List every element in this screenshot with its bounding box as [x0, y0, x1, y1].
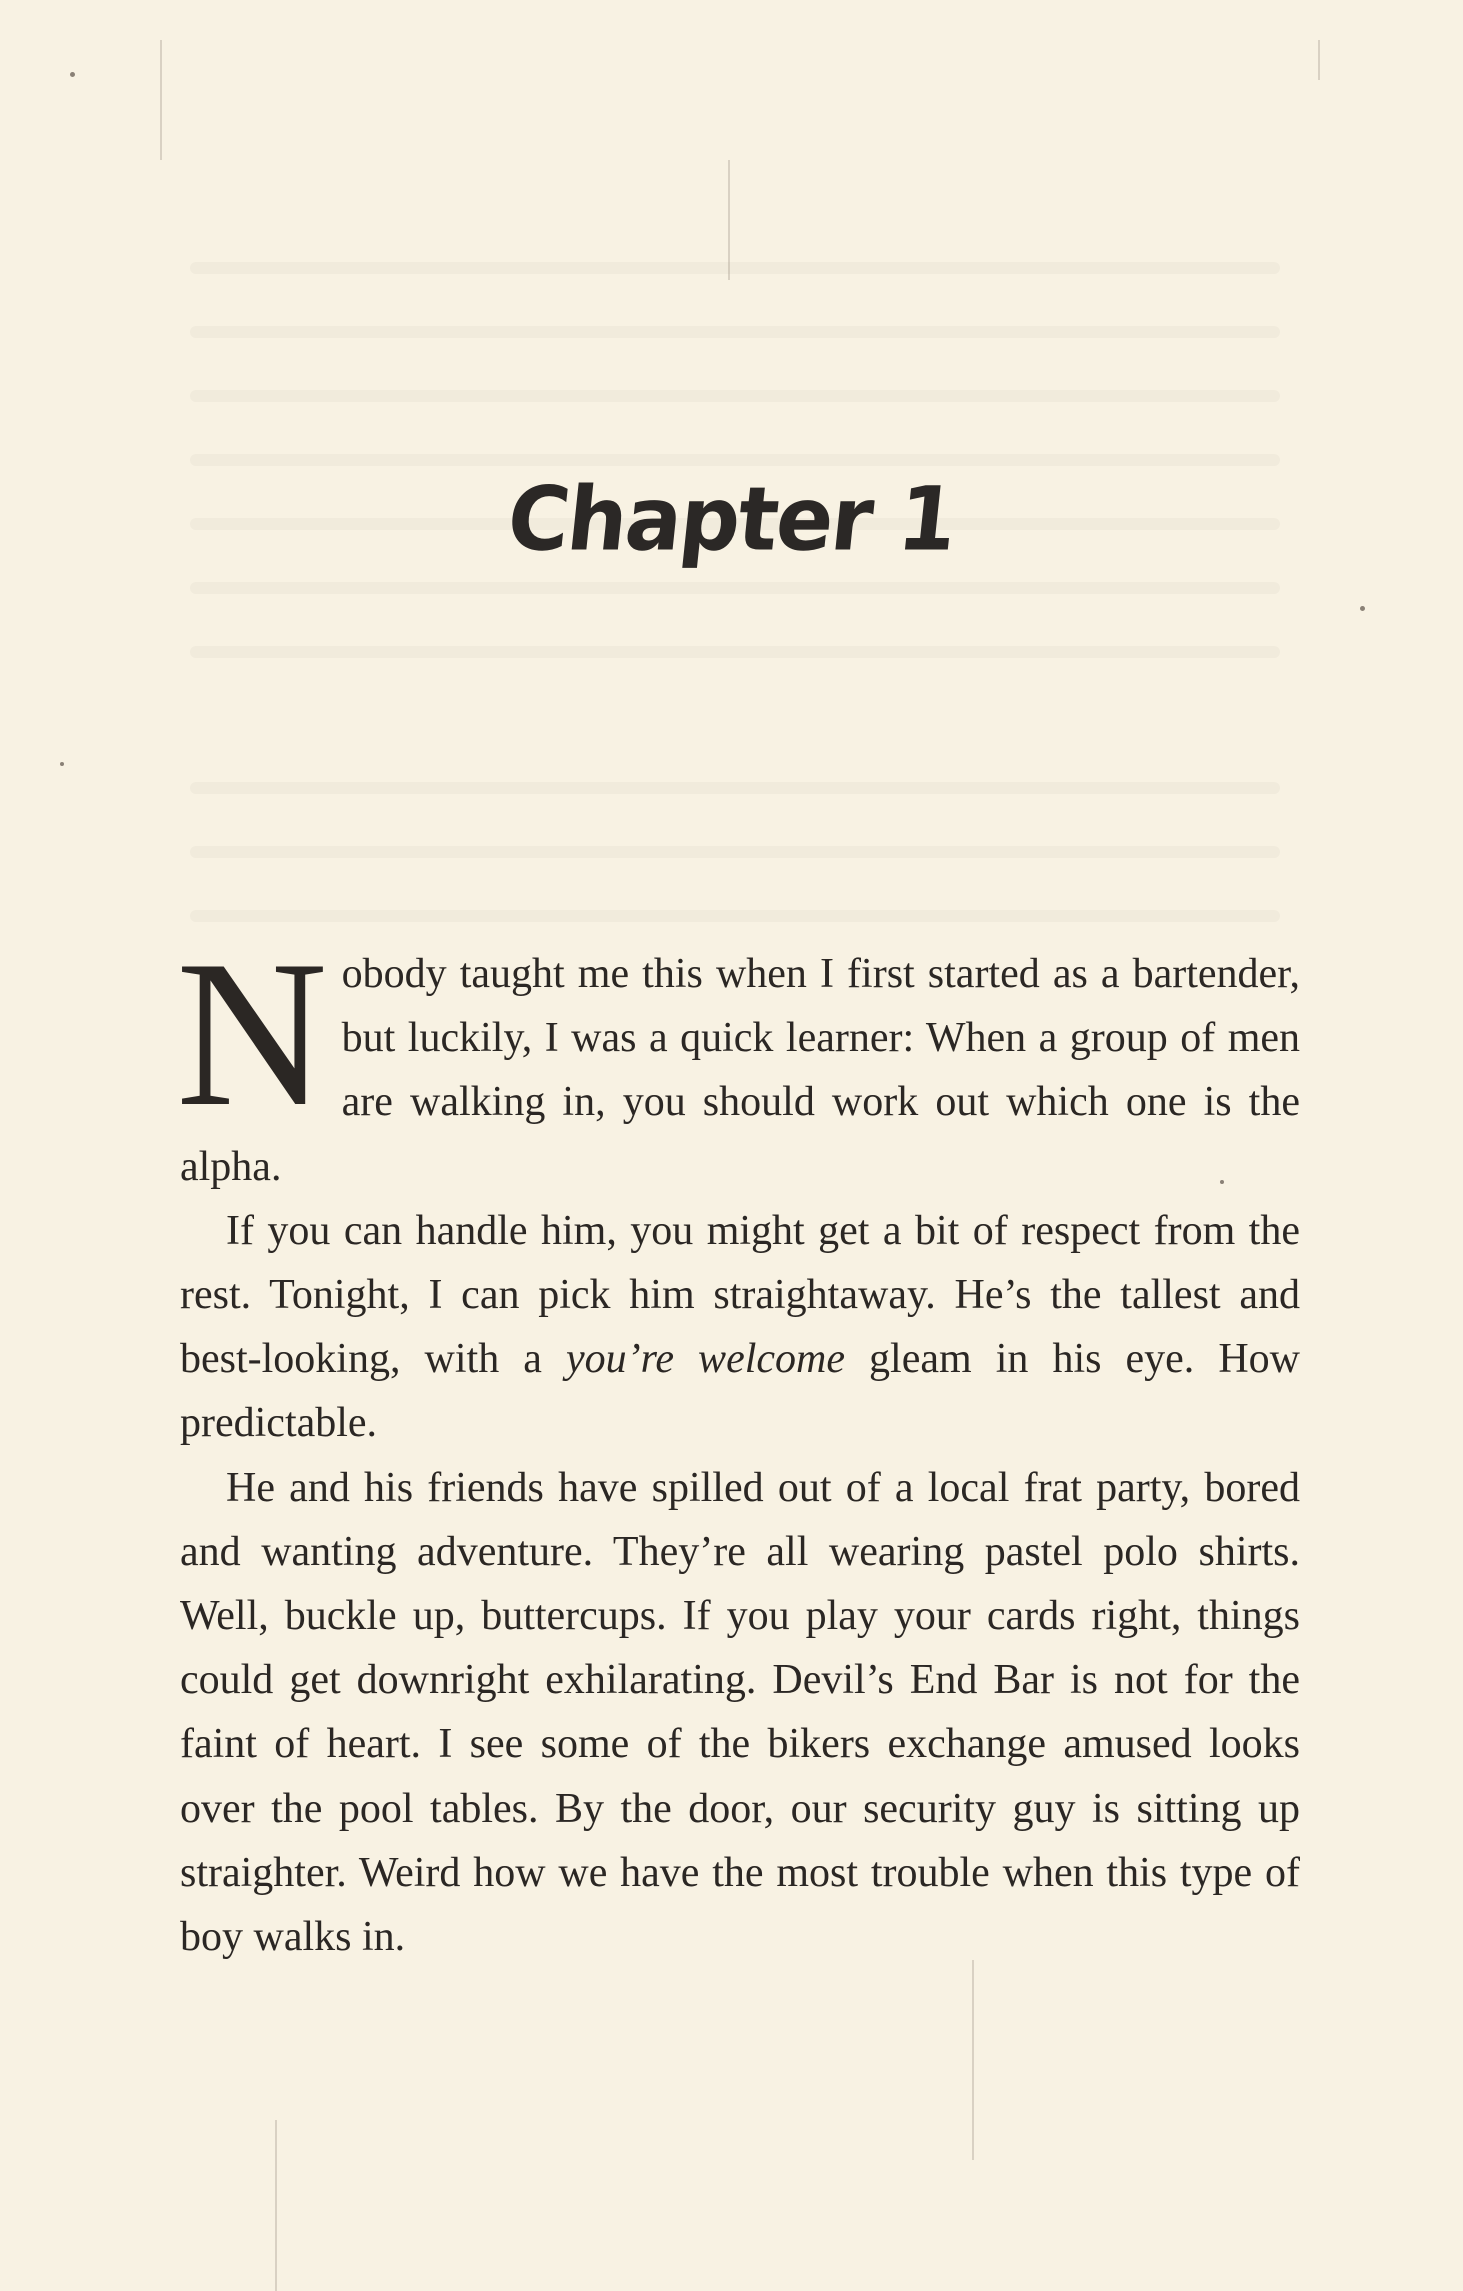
paragraph-3-text: He and his friends have spilled out of a local frat party, bored and wanting adventure. They’re all wearing pastel polo shirts. Well, buckle up, buttercups. If you play your cards right, things could get downright exhilarating. Devil’s End Bar is not for the faint of heart. I see some of the bikers exchange amused looks over the pool tables. By the door, our security guy is sitting up straighter. Weird how we have the most trouble when this type of boy walks in.	[180, 1464, 1300, 1961]
paragraph-2-italic: you’re welcome	[565, 1336, 845, 1383]
show-through-line	[190, 582, 1280, 594]
show-through-line	[190, 646, 1280, 658]
show-through-line	[190, 782, 1280, 794]
paper-crease	[972, 1960, 974, 2160]
paragraph-2-text-after: gleam in his eye. How predictable.	[180, 1336, 1301, 1447]
chapter-title: Chapter 1	[502, 467, 961, 571]
show-through-line	[190, 454, 1280, 466]
show-through-line	[190, 390, 1280, 402]
paragraph-1-text: obody taught me this when I first started as a bartender, but luckily, I was a quick learner: When a group of men are walking in, you should work out which one is the alpha.	[180, 951, 1300, 1190]
drop-cap: N	[176, 918, 328, 1150]
show-through-line	[190, 846, 1280, 858]
paragraph-1	[176, 918, 1300, 1199]
show-through-line	[190, 262, 1280, 274]
paper-speck	[60, 762, 64, 766]
body-text	[176, 918, 1301, 1969]
paper-crease	[275, 2120, 277, 2291]
paragraph-2-text-before: If you can handle him, you might get a bit of respect from the rest. Tonight, I can pick him straightaway. He’s the tallest and best-looking, with a	[180, 1207, 1300, 1383]
show-through-line	[190, 910, 1280, 922]
paragraph-2	[180, 1199, 1300, 1456]
paper-crease	[160, 40, 162, 160]
paragraph-3	[180, 1456, 1300, 1970]
paper-crease	[1318, 40, 1320, 80]
paper-speck	[70, 72, 75, 77]
paper-crease	[728, 160, 730, 280]
show-through-line	[190, 326, 1280, 338]
paper-speck	[1360, 606, 1365, 611]
